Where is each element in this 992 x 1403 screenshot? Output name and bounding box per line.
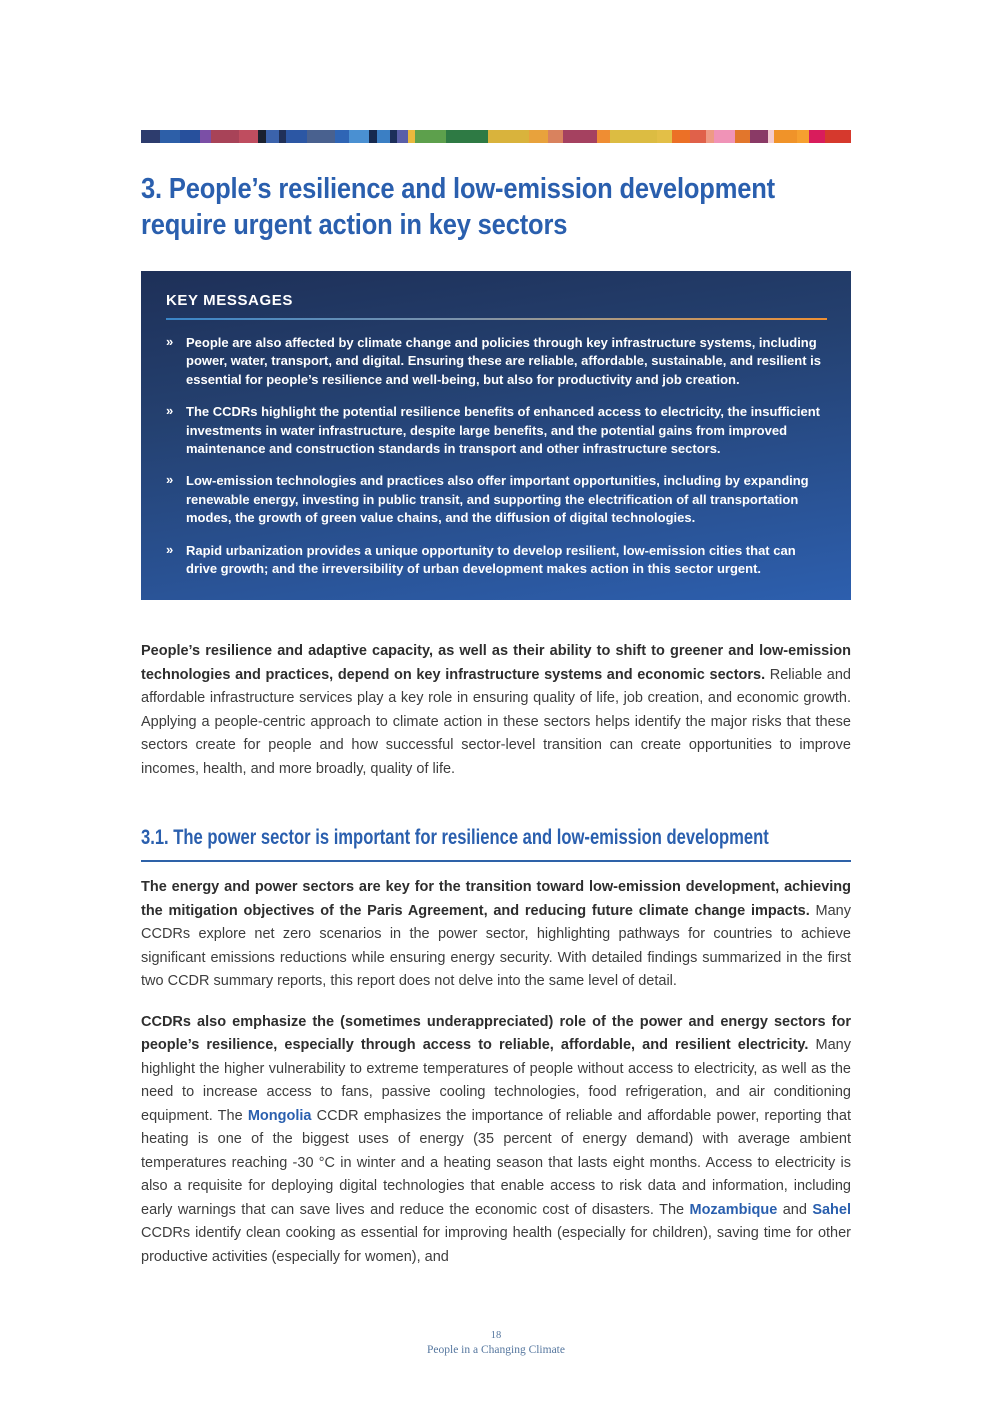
stripe-segment	[258, 130, 265, 143]
stripe-segment	[750, 130, 768, 143]
stripe-segment	[774, 130, 797, 143]
stripe-segment	[657, 130, 673, 143]
stripe-segment	[415, 130, 446, 143]
page-number: 18	[490, 1330, 502, 1341]
stripe-segment	[690, 130, 706, 143]
key-message-text: The CCDRs highlight the potential resilience benefits of enhanced access to electricity, the insufficient investments in water infrastructure, despite large benefits, and the potential gains from improved maintenance and construction standards in transport and other infrastructure sectors.	[186, 404, 820, 457]
stripe-segment	[529, 130, 548, 143]
sdg-color-stripe	[141, 130, 851, 143]
country-ccdr-link[interactable]: Mongolia	[247, 1107, 312, 1124]
key-message-text: People are also affected by climate change and policies through key infrastructure systems, including power, water, transport, and digital. Ensuring these are reliable, affordable, sustainable, and resilient is essential for people’s resilience and well-being, but also for productivity and job creation.	[186, 335, 822, 387]
section-heading-rule	[141, 860, 851, 862]
stripe-segment	[672, 130, 690, 143]
stripe-segment	[390, 130, 397, 143]
bullet-marker-icon: »	[166, 472, 174, 488]
text-segment: CCDR emphasizes the importance of reliable and affordable power, reporting that heating is one of the biggest uses of energy (35 percent of energy demand) with average ambient temperatures reaching -30 °C in winter and a heating season that lasts eight months. Access to electricity is also a requisite for deploying digital technologies that enable access to risk data and information, including early warnings that can save lives and reduce the economic cost of disasters. The	[141, 1107, 851, 1218]
bullet-marker-icon: »	[166, 403, 174, 419]
key-messages-list	[166, 334, 827, 578]
section-heading-block	[141, 825, 851, 862]
stripe-segment	[279, 130, 286, 143]
key-message-item	[166, 472, 827, 527]
text-segment: and	[777, 1201, 813, 1218]
stripe-segment	[239, 130, 259, 143]
stripe-segment	[369, 130, 376, 143]
key-message-item	[166, 334, 827, 389]
stripe-segment	[548, 130, 564, 143]
stripe-segment	[735, 130, 751, 143]
section-heading: 3.1. The power sector is important for resilience and low-emission development	[141, 826, 769, 850]
stripe-segment	[377, 130, 391, 143]
stripe-segment	[307, 130, 335, 143]
stripe-segment	[488, 130, 530, 143]
country-ccdr-link[interactable]: Mozambique	[689, 1201, 778, 1218]
paragraph-intro	[141, 640, 851, 781]
key-messages-title: KEY MESSAGES	[166, 292, 293, 309]
stripe-segment	[286, 130, 307, 143]
text-segment: Reliable and affordable infrastructure services play a key role in ensuring quality of life, job creation, and economic growth. Applying a people-centric approach to climate action in these sectors helps identify the major risks that these sectors create for people and how successful sector-level transition can create opportunities to improve incomes, health, and more broadly, quality of life.	[141, 666, 851, 777]
text-segment: CCDRs identify clean cooking as essential for improving health (especially for children), saving time for other productive activities (especially for women), and	[141, 1225, 851, 1265]
stripe-segment	[160, 130, 181, 143]
text-segment: Many CCDRs explore net zero scenarios in the power sector, highlighting pathways for countries to achieve significant emissions reductions while ensuring energy security. With detailed findings summarized in the first two CCDR summary reports, this report does not delve into the same level of detail.	[141, 902, 851, 990]
stripe-segment	[211, 130, 239, 143]
text-segment: The energy and power sectors are key for the transition toward low-emission development, achieving the mitigation objectives of the Paris Agreement, and reducing future climate change impacts.	[141, 879, 851, 919]
stripe-segment	[349, 130, 370, 143]
stripe-segment	[266, 130, 280, 143]
stripe-segment	[397, 130, 407, 143]
stripe-segment	[610, 130, 657, 143]
stripe-segment	[597, 130, 611, 143]
stripe-segment	[706, 130, 714, 143]
key-message-item	[166, 542, 827, 579]
stripe-segment	[714, 130, 735, 143]
paragraph-energy-power	[141, 876, 851, 994]
chapter-heading: 3. People’s resilience and low-emission development require urgent action in key sectors	[141, 173, 775, 241]
bullet-marker-icon: »	[166, 334, 174, 349]
text-segment: Many highlight the higher vulnerability to extreme temperatures of people without access to electricity, as well as the need to increase access to fans, passive cooling technologies, food refrigeration, and air conditioning equipment. The	[141, 1037, 851, 1124]
stripe-segment	[180, 130, 200, 143]
stripe-segment	[408, 130, 415, 143]
key-messages-box	[141, 271, 851, 600]
bullet-marker-icon: »	[166, 541, 174, 557]
key-messages-divider	[166, 318, 827, 320]
stripe-segment	[335, 130, 349, 143]
stripe-segment	[563, 130, 596, 143]
country-ccdr-link[interactable]: Sahel	[812, 1201, 851, 1218]
key-message-item	[166, 403, 827, 458]
stripe-segment	[797, 130, 809, 143]
key-message-text: Rapid urbanization provides a unique opportunity to develop resilient, low-emission cities that can drive growth; and the irreversibility of urban development makes action in this sector urgent.	[186, 542, 796, 577]
stripe-segment	[825, 130, 851, 143]
report-title: People in a Changing Climate	[427, 1344, 565, 1356]
text-segment: People’s resilience and adaptive capacity, as well as their ability to shift to greener and low-emission technologies and practices, depend on key infrastructure systems and economic sectors.	[141, 643, 851, 683]
page-content	[141, 130, 851, 1269]
text-segment: CCDRs also emphasize the (sometimes underappreciated) role of the power and energy sectors for people’s resilience, especially through access to reliable, affordable, and resilient electricity.	[141, 1013, 851, 1054]
stripe-segment	[200, 130, 210, 143]
key-message-text: Low-emission technologies and practices also offer important opportunities, including by expanding renewable energy, investing in public transit, and supporting the electrification of all transportation modes, the growth of green value chains, and the diffusion of digital technologies.	[186, 473, 809, 526]
stripe-segment	[141, 130, 160, 143]
stripe-segment	[809, 130, 825, 143]
stripe-segment	[446, 130, 488, 143]
page-footer	[0, 1330, 992, 1356]
paragraph-ccdrs-resilience	[141, 1011, 851, 1270]
